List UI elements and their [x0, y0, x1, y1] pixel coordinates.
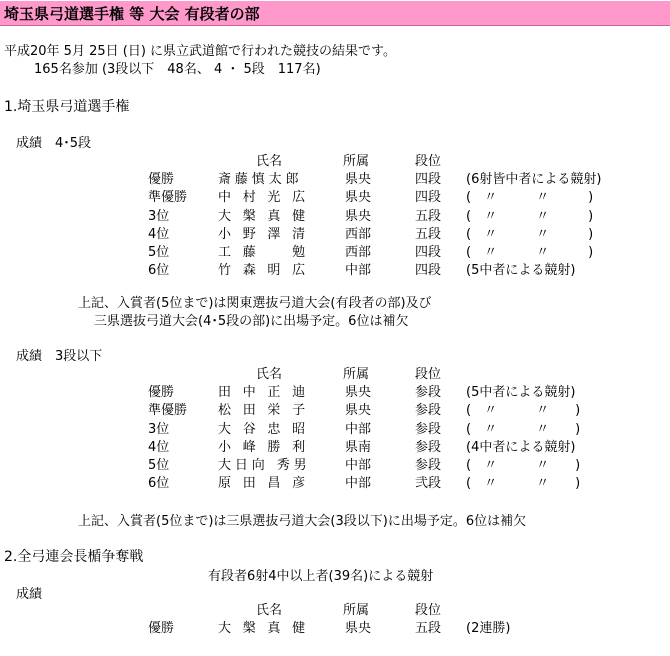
- row-note: (4中者による競射): [466, 439, 576, 455]
- page-title-bar: [0, 1, 670, 26]
- row-place: 3位: [148, 208, 170, 224]
- row-affiliation: 県央: [345, 172, 372, 188]
- row-note: ( 〃 〃 ): [466, 403, 581, 419]
- row-note: ( 〃 〃 ): [466, 190, 594, 206]
- row-place: 3位: [148, 421, 170, 437]
- section2-label: 成績: [16, 587, 43, 602]
- row-affiliation: 県央: [345, 621, 372, 637]
- header-name: 氏名: [256, 154, 283, 169]
- header-affiliation: 所属: [343, 154, 370, 169]
- header-rank: 段位: [415, 367, 442, 382]
- header-affiliation: 所属: [343, 367, 370, 382]
- row-affiliation: 中部: [345, 476, 372, 492]
- row-name: 大槃真健: [218, 208, 317, 224]
- row-note: ( 〃 〃 ): [466, 208, 594, 224]
- intro-line-1: 平成20年 5月 25日 (日) に県立武道館で行われた競技の結果です。: [4, 44, 396, 59]
- section2-subtitle: 有段者6射4中以上者(39名)による競射: [208, 569, 434, 584]
- row-rank: 四段: [415, 172, 442, 188]
- row-affiliation: 県央: [345, 208, 372, 224]
- group2-label: 成績 3段以下: [16, 349, 103, 364]
- row-affiliation: 県央: [345, 385, 372, 401]
- row-affiliation: 県南: [345, 439, 372, 455]
- row-rank: 参段: [415, 421, 442, 437]
- row-affiliation: 中部: [345, 263, 372, 279]
- section2-heading: 2.全弓連会長楯争奪戦: [4, 549, 144, 565]
- row-place: 準優勝: [148, 190, 188, 206]
- row-affiliation: 西部: [345, 245, 372, 260]
- row-affiliation: 県央: [345, 403, 372, 419]
- header-name: 氏名: [256, 367, 283, 382]
- row-rank: 四段: [415, 190, 442, 206]
- row-note: ( 〃 〃 ): [466, 421, 581, 437]
- row-name: 小峰勝利: [218, 439, 317, 455]
- row-name: 田中正迪: [218, 385, 317, 401]
- row-affiliation: 中部: [345, 421, 372, 437]
- row-affiliation: 中部: [345, 458, 372, 473]
- row-name: 松田栄子: [218, 403, 317, 419]
- row-rank: 参段: [415, 403, 442, 419]
- row-rank: 四段: [415, 245, 442, 260]
- row-place: 4位: [148, 226, 170, 242]
- row-name: 大谷忠昭: [218, 421, 317, 437]
- row-place: 優勝: [148, 621, 175, 637]
- row-place: 5位: [148, 245, 170, 260]
- row-rank: 参段: [415, 385, 442, 401]
- row-place: 6位: [148, 263, 170, 279]
- row-note: (6射皆中者による競射): [466, 172, 602, 188]
- row-place: 優勝: [148, 172, 175, 188]
- row-note: ( 〃 〃 ): [466, 476, 581, 492]
- row-name: 工藤 勉: [218, 245, 317, 260]
- page-title: 埼玉県弓道選手権 等 大会 有段者の部: [4, 5, 260, 23]
- row-name: 中村光広: [218, 190, 317, 206]
- row-place: 6位: [148, 476, 170, 492]
- row-rank: 弐段: [415, 476, 442, 492]
- row-name: 大日向 秀男: [218, 458, 311, 473]
- header-rank: 段位: [415, 603, 442, 618]
- row-affiliation: 県央: [345, 190, 372, 206]
- group1-note-2: 三県選抜弓道大会(4･5段の部)に出場予定。6位は補欠: [94, 314, 409, 329]
- row-rank: 参段: [415, 439, 442, 455]
- section1-heading: 1.埼玉県弓道選手権: [4, 99, 130, 115]
- row-rank: 五段: [415, 621, 442, 637]
- group1-note-1: 上記、入賞者(5位まで)は関東選抜弓道大会(有段者の部)及び: [78, 296, 432, 311]
- group1-label: 成績 4･5段: [16, 136, 92, 151]
- group2-note-1: 上記、入賞者(5位まで)は三県選抜弓道大会(3段以下)に出場予定。6位は補欠: [78, 514, 527, 529]
- row-name: 竹森明広: [218, 263, 317, 279]
- row-rank: 五段: [415, 226, 442, 242]
- row-note: (5中者による競射): [466, 263, 576, 279]
- row-place: 4位: [148, 439, 170, 455]
- header-rank: 段位: [415, 154, 442, 169]
- row-note: (2連勝): [466, 621, 511, 637]
- row-name: 原田昌彦: [218, 476, 317, 492]
- row-rank: 四段: [415, 263, 442, 279]
- row-rank: 五段: [415, 208, 442, 224]
- header-affiliation: 所属: [343, 603, 370, 618]
- header-name: 氏名: [256, 603, 283, 618]
- row-affiliation: 西部: [345, 226, 372, 242]
- row-place: 5位: [148, 458, 170, 473]
- row-name: 斎藤慎太郎: [218, 172, 303, 188]
- row-note: ( 〃 〃 ): [466, 226, 594, 242]
- row-place: 優勝: [148, 385, 175, 401]
- intro-line-2: 165名参加 (3段以下 48名、 4 ・ 5段 117名): [34, 62, 321, 77]
- row-name: 小野澤清: [218, 226, 317, 242]
- row-place: 準優勝: [148, 403, 188, 419]
- row-name: 大槃真健: [218, 621, 317, 637]
- row-note: (5中者による競射): [466, 385, 576, 401]
- row-rank: 参段: [415, 458, 442, 473]
- row-note: ( 〃 〃 ): [466, 245, 594, 260]
- row-note: ( 〃 〃 ): [466, 458, 581, 473]
